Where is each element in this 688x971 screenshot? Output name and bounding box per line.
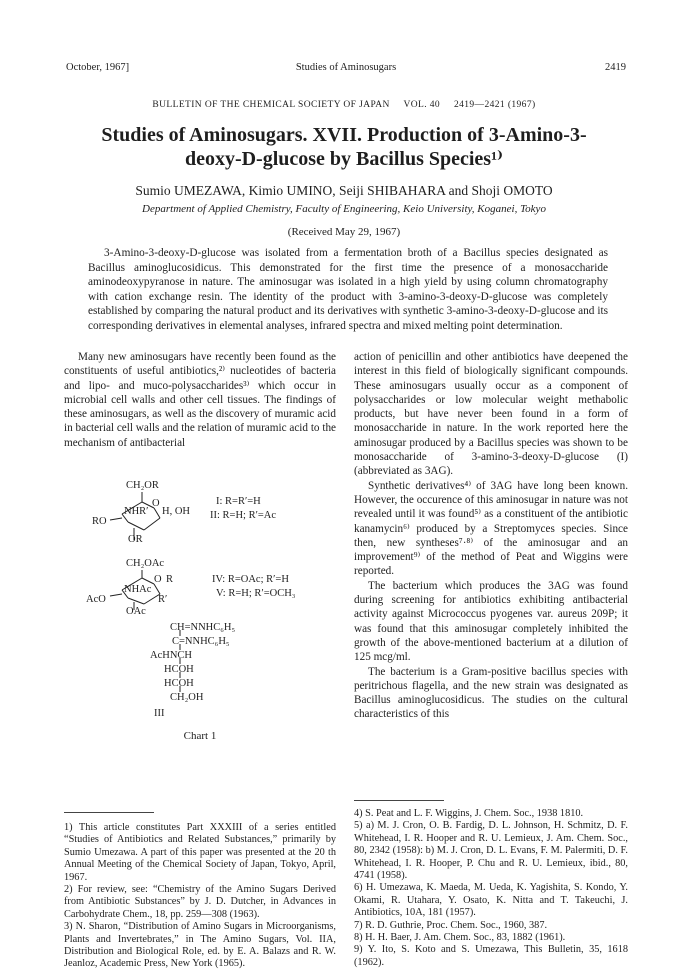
compound-V-definition: V: R=H; R′=OCH₃: [216, 588, 296, 599]
osazone-line-6: CH₂OH: [170, 692, 204, 703]
footnote-8: 8) H. H. Baer, J. Am. Chem. Soc., 83, 1882 (1961).: [354, 932, 566, 944]
struct2-r: R: [166, 574, 174, 585]
struct1-or: OR: [128, 534, 143, 545]
compound-IV-definition: IV: R=OAc; R′=H: [212, 574, 289, 585]
title-line-1: Studies of Aminosugars. XVII. Production of 3-Amino-3-: [101, 124, 587, 146]
chart-caption: Chart 1: [183, 730, 217, 742]
footnote-5: 5) a) M. J. Cron, O. B. Fardig, D. L. Johnson, H. Schmitz, D. F. Whitehead, I. R. Hooper and R. U. Lemieux, J. Am. Chem. Soc., 80, 2342 (1958): b) M. J. Cron, D. L. Evans, F. M. Palermiti, D. F. Whitehead, I. R. Hooper, P. Chu and R. U. Lemieux, ibid., 80, 4741 (1958).: [354, 820, 628, 882]
right-column: [354, 350, 628, 722]
abstract: [88, 246, 608, 334]
struct1-hoh: H, OH: [162, 506, 190, 517]
received-date: (Received May 29, 1967): [287, 226, 401, 238]
title-line-2: deoxy-D-glucose by Bacillus Species¹⁾: [184, 148, 504, 170]
struct2-nhac: NHAc: [124, 584, 152, 595]
struct2-ch2oac: CH₂OAc: [126, 558, 165, 569]
right-paragraph-3: The bacterium which produces the 3AG was found during screening for antibiotics exhibiting antibacterial activity against Micrococcus pyogenes var. aureus 209P; it was found that this aminosugar completely inhibited the growth of the above-mentioned bacterium at a dilution of 125 mcg/ml.: [354, 579, 628, 664]
struct1-ch2or: CH₂OR: [126, 480, 159, 491]
left-column: [64, 350, 336, 450]
abstract-text: 3-Amino-3-deoxy-D-glucose was isolated from a fermentation broth of a Bacillus species designated as Bacillus aminoglucosidicus. This demonstrated for the first time the presence of a monosaccharide aminodeoxypyranose in nature. The aminosugar was isolated in a high yield by using column chromatography with cation exchange resin. The identity of the product with 3-amino-3-deoxy-D-glucose was completely established by comparing the natural product and its derivatives with synthetic 3-amino-3-deoxy-D-glucose and its corresponding derivatives in elemental analyses, infrared spectra and mixed melting point determination.: [88, 247, 608, 332]
struct2-rprime: R′: [158, 594, 168, 605]
footnotes-right: [354, 808, 628, 969]
footnote-7: 7) R. D. Guthrie, Proc. Chem. Soc., 1960, 387.: [354, 919, 548, 931]
footnote-1: 1) This article constitutes Part XXXIII of a series entitled “Studies of Antibiotics and Related Substances,” primarily by Sumio Umezawa. A part of this paper was presented at the 20 th Annual Meeting of the Chemical Society of Japan, Tokyo, April, 1967.: [64, 822, 336, 883]
osazone-line-1: CH=NNHC₆H₅: [170, 622, 236, 633]
footnote-2: 2) For review, see: “Chemistry of the Amino Sugars Derived from Antibiotic Substances” by J. D. Dutcher, in Advances in Carbohydrate Chem., 18, pp. 259—308 (1963).: [64, 884, 336, 920]
article-title: [60, 123, 628, 171]
right-paragraph-1: action of penicillin and other antibiotics have deepened the interest in this field of biologically significant compounds. These aminosugars usually occur as a component of polysaccharides or low molecular weight methabolic products, but have never been found in a form of monosaccharide in nature. In the work reported here the aminosugar produced by a Bacillus species was shown to be monosaccharide of 3-amino-3-deoxy-D-glucose (I) (abbreviated as 3AG).: [354, 351, 628, 478]
struct1-ro: RO: [92, 516, 107, 527]
right-paragraph-2: Synthetic derivatives⁴⁾ of 3AG have long been known. However, the occurence of this aminosugar in nature was not revealed until it was found⁵⁾ as a constituent of the antibiotic kanamycin⁶⁾ produced by a Streptomyces species. Since then, new syntheses⁷·⁸⁾ of the aminosugar and an improvement⁹⁾ of the method of Peat and Wiggins were reported.: [354, 479, 628, 578]
journal-line: BULLETIN OF THE CHEMICAL SOCIETY OF JAPAN VOL. 40 2419—2421 (1967): [152, 100, 536, 110]
osazone-line-5: HCOH: [164, 678, 194, 689]
footnote-6: 6) H. Umezawa, K. Maeda, M. Ueda, K. Yagishita, S. Kondo, Y. Okami, R. Utahara, Y. Osato, K. Nitta and T. Takeuchi, J. Antibiotics, 10A, 181 (1957).: [354, 882, 628, 919]
page-number: 2419: [605, 62, 626, 73]
running-head-date: October, 1967]: [66, 62, 130, 73]
authors: Sumio UMEZAWA, Kimio UMINO, Seiji SHIBAHARA and Shoji OMOTO: [135, 183, 553, 198]
osazone-line-4: HCOH: [164, 664, 194, 675]
right-paragraph-4: The bacterium is a Gram-positive bacillus species with peritrichous flagella, and the new strain was designated as Bacillus aminoglucosidicus. The studies on the cultural characteristics of this: [354, 665, 628, 721]
left-body-paragraph: Many new aminosugars have recently been found as the constituents of useful antibiotics,²⁾ nucleotides of bacteria and lipo- and muco-polysaccharides³⁾ which occur in microbial cell walls and other cell tissues. The findings of these aminosugars, as well as the discovery of muramic acid in bacterial cell walls and the relation of muramic acid to the mechanism of antibacterial: [64, 351, 336, 449]
struct2-aco: AcO: [86, 594, 106, 605]
osazone-line-3: AcHNCH: [150, 650, 192, 661]
running-head-title: Studies of Aminosugars: [295, 62, 397, 73]
footnote-9: 9) Y. Ito, S. Koto and S. Umezawa, This Bulletin, 35, 1618 (1962).: [354, 944, 628, 968]
chart-1-structures: [64, 478, 336, 808]
footnotes-left: [64, 822, 336, 971]
struct1-ring-o: O: [152, 498, 160, 509]
osazone-line-2: C=NNHC₆H₅: [172, 636, 230, 647]
struct2-oac: OAc: [126, 606, 146, 617]
struct2-ring-o: O: [154, 574, 162, 585]
footnote-rule-left: [64, 812, 154, 813]
footnote-4: 4) S. Peat and L. F. Wiggins, J. Chem. Soc., 1938 1810.: [354, 808, 584, 819]
affiliation: Department of Applied Chemistry, Faculty of Engineering, Keio University, Koganei, Tokyo: [142, 203, 546, 215]
compound-I-definition: I: R=R′=H: [216, 496, 261, 507]
compound-III-label: III: [154, 708, 165, 719]
footnote-3: 3) N. Sharon, “Distribution of Amino Sugars in Microorganisms, Plants and Invertebrates,” in The Amino Sugars, Vol. IIA, Distribution and Biological Role, ed. by E. A. Balazs and R. W. Jeanloz, Academic Press, New York (1965).: [64, 921, 336, 970]
struct1-nhr: NHR′: [124, 506, 149, 517]
compound-II-definition: II: R=H; R′=Ac: [210, 510, 277, 521]
footnote-rule-right: [354, 800, 444, 801]
